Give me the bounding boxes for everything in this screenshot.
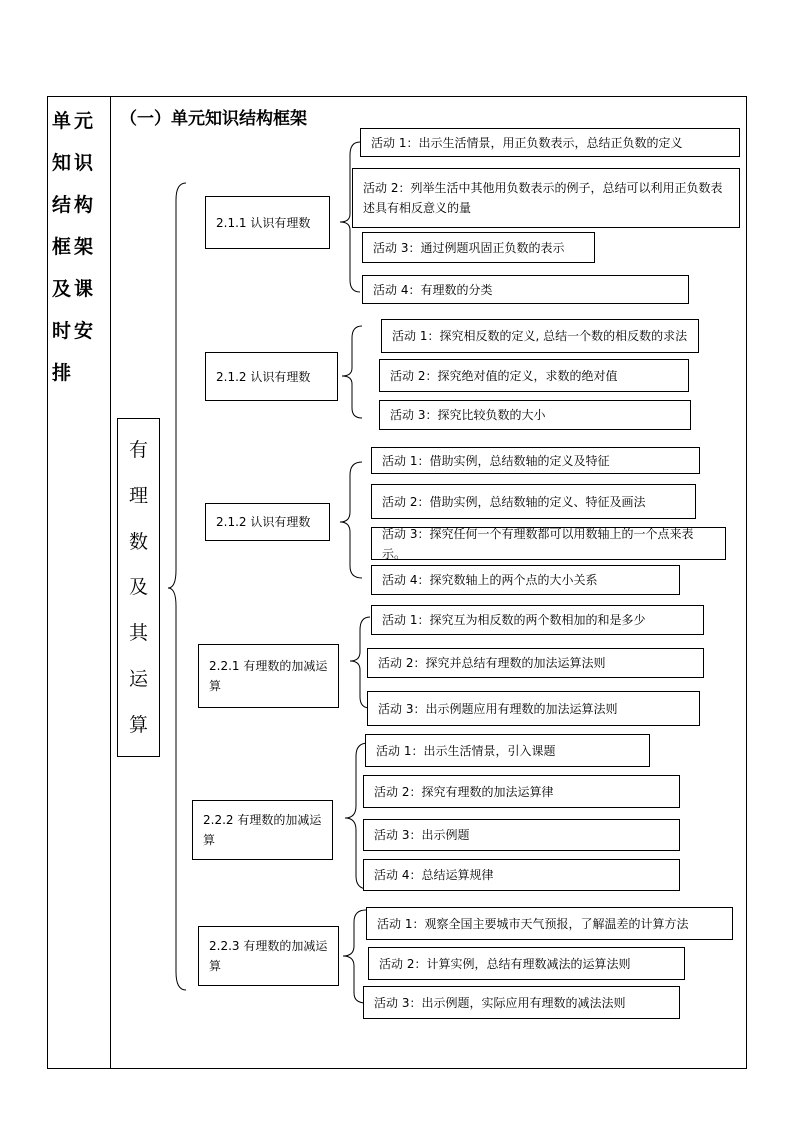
main-topic-char: 算 (128, 713, 148, 736)
lesson-topic-box: 2.2.2 有理数的加减运算 (192, 800, 333, 860)
side-header-line: 单元 (52, 110, 97, 132)
activity-box: 活动 1：观察全国主要城市天气预报，了解温差的计算方法 (366, 907, 733, 940)
section-title: （一）单元知识结构框架 (120, 109, 307, 129)
activity-box: 活动 3：探究比较负数的大小 (379, 400, 691, 430)
main-topic-char: 其 (128, 622, 148, 645)
side-header-line: 及课 (52, 278, 97, 300)
lesson-topic-box: 2.1.2 认识有理数 (205, 352, 338, 401)
activity-box: 活动 4：有理数的分类 (362, 275, 689, 304)
activity-box: 活动 1：探究相反数的定义, 总结一个数的相反数的求法 (381, 319, 699, 353)
lesson-topic-box: 2.1.1 认识有理数 (205, 196, 330, 249)
main-topic-char: 运 (128, 668, 148, 691)
activity-box: 活动 2：借助实例，总结数轴的定义、特征及画法 (371, 484, 696, 519)
activity-box: 活动 2：列举生活中其他用负数表示的例子，总结可以利用正负数表述具有相反意义的量 (352, 168, 740, 228)
activity-box: 活动 2：计算实例，总结有理数减法的运算法则 (368, 947, 685, 980)
lesson-topic-box: 2.1.2 认识有理数 (205, 503, 330, 541)
main-topic-box (117, 418, 160, 757)
activity-box: 活动 2：探究绝对值的定义，求数的绝对值 (379, 359, 689, 392)
activity-box: 活动 3：探究任何一个有理数都可以用数轴上的一个点来表示。 (371, 527, 726, 560)
activity-box: 活动 2：探究并总结有理数的加法运算法则 (367, 648, 704, 678)
side-header-line: 排 (52, 362, 75, 384)
activity-box: 活动 1：出示生活情景，引入课题 (365, 734, 650, 767)
main-topic-char: 理 (128, 484, 148, 507)
activity-box: 活动 1：探究互为相反数的两个数相加的和是多少 (371, 605, 704, 635)
activity-box: 活动 4：探究数轴上的两个点的大小关系 (371, 565, 680, 595)
side-header (52, 100, 102, 394)
activity-box: 活动 3：出示例题 (363, 819, 680, 851)
lesson-topic-box: 2.2.3 有理数的加减运算 (198, 926, 339, 986)
activity-box: 活动 4：总结运算规律 (363, 859, 680, 891)
side-header-line: 时安 (52, 320, 97, 342)
main-topic-char: 及 (128, 576, 148, 599)
side-header-line: 知识 (52, 152, 97, 174)
activity-box: 活动 1：出示生活情景，用正负数表示，总结正负数的定义 (360, 128, 740, 157)
activity-box: 活动 1：借助实例，总结数轴的定义及特征 (371, 447, 700, 474)
column-divider (110, 96, 111, 1069)
side-header-line: 结构 (52, 194, 97, 216)
activity-box: 活动 2：探究有理数的加法运算律 (363, 775, 680, 808)
activity-box: 活动 3：出示例题，实际应用有理数的减法法则 (363, 986, 680, 1019)
activity-box: 活动 3：通过例题巩固正负数的表示 (362, 232, 595, 263)
side-header-line: 框架 (52, 236, 97, 258)
main-topic-char: 数 (128, 530, 148, 553)
lesson-topic-box: 2.2.1 有理数的加减运算 (198, 644, 339, 708)
activity-box: 活动 3：出示例题应用有理数的加法运算法则 (367, 691, 700, 726)
main-topic-char: 有 (128, 438, 148, 461)
